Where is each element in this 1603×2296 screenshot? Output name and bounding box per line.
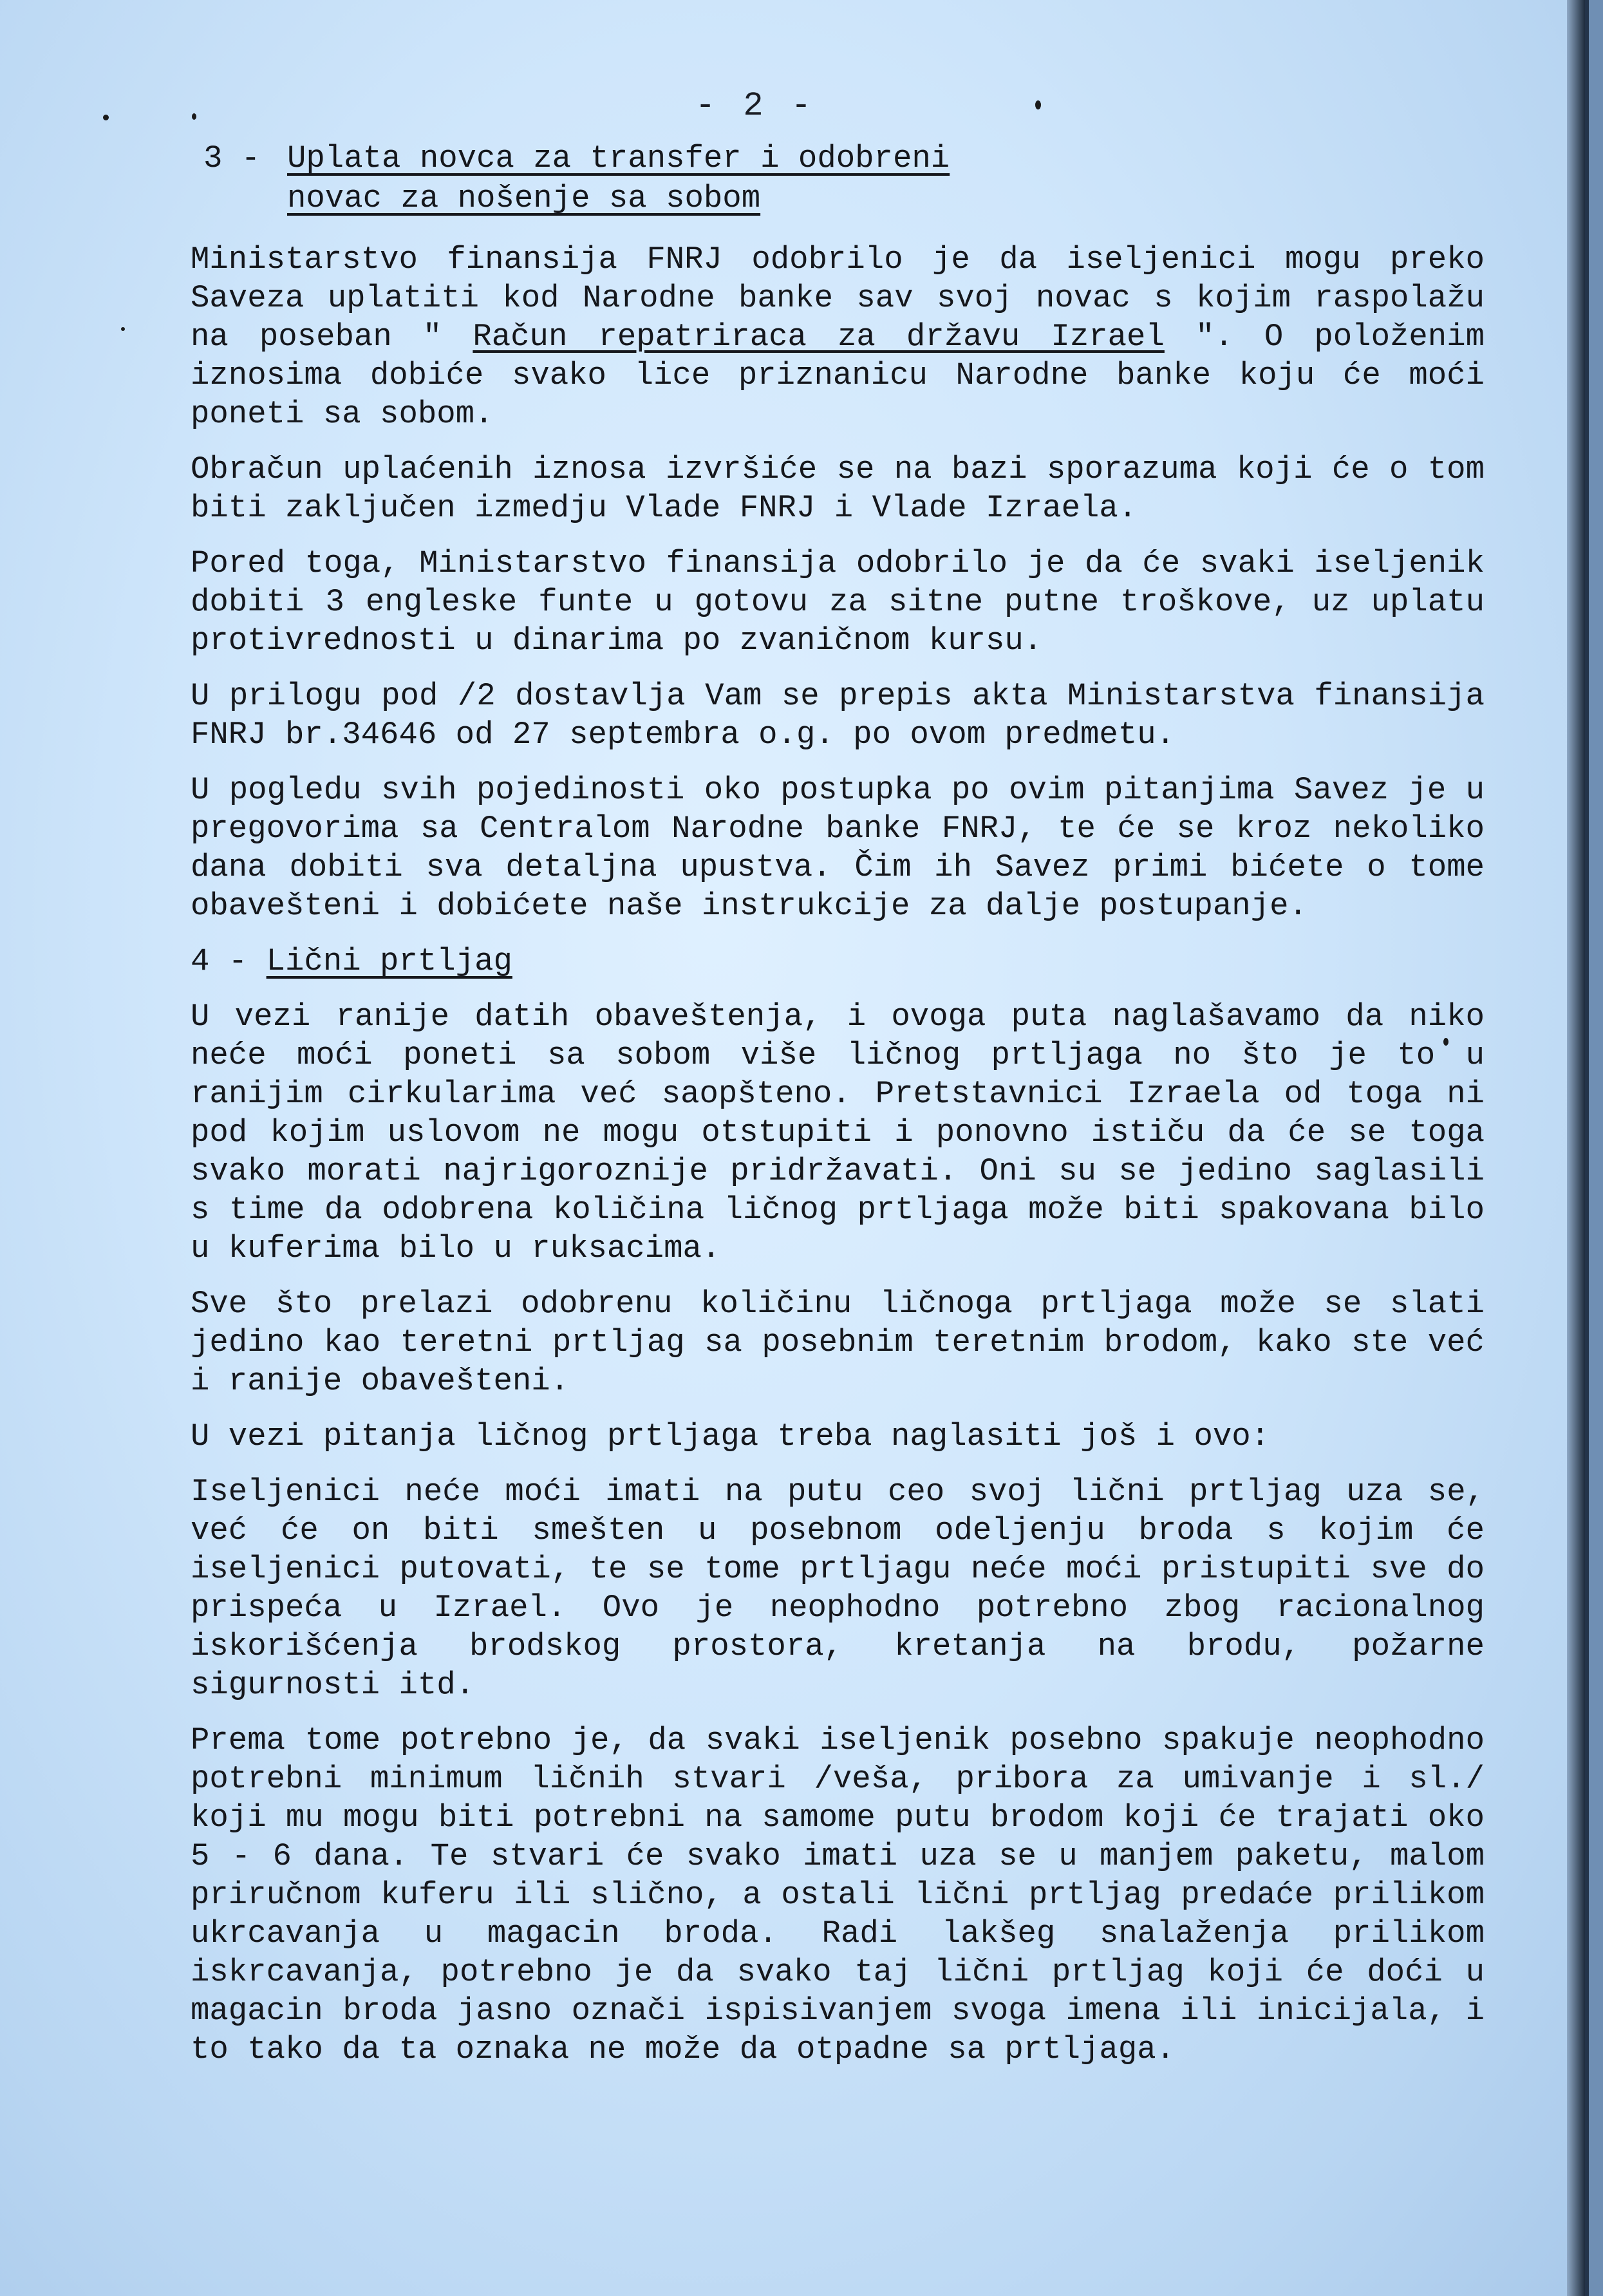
- section-4-paragraph-2: Sve što prelazi odobrenu količinu ličnoga prtljaga može se slati jedino kao teretni prtljag sa posebnim teretnim brodom, kako ste već i ranije obavešteni.: [191, 1286, 1485, 1399]
- section-3-number: 3 -: [203, 140, 261, 176]
- document-body: [191, 138, 1485, 2085]
- section-3-paragraph-3: Pored toga, Ministarstvo finansija odobrilo je da će svaki iseljenik dobiti 3 engleske funte u gotovu za sitne putne troškove, uz uplatu protivrednosti u dinarima po zvaničnom kursu.: [191, 545, 1485, 659]
- section-4-paragraph-1: U vezi ranije datih obaveštenja, i ovoga puta naglašavamo da niko neće moći poneti sa sobom više ličnog prtljaga no što je to u ranijim cirkularima već saopšteno. Pretstavnici Izraela od toga ni pod kojim uslovom ne mogu otstupiti i ponovno ističu da će se toga svako morati najrigoroznije pridržavati. Oni su se jedino saglasili s time da odobrena količina ličnog prtljaga može biti spakovana bilo u kuferima bilo u ruksacima.: [191, 999, 1485, 1266]
- section-4-title: Lični prtljag: [266, 943, 512, 979]
- section-3-title-line1: Uplata novca za transfer i odobreni: [287, 140, 950, 176]
- section-4-paragraph-3: U vezi pitanja ličnog prtljaga treba naglasiti još i ovo:: [191, 1418, 1270, 1454]
- section-3-paragraph-1: Ministarstvo finansija FNRJ odobrilo je da iseljenici mogu preko Saveza uplatiti kod Narodne banke sav svoj novac s kojim raspolažu na poseban " Račun repatriraca za državu Izrael ". O položenim iznosima dobiće svako lice priznanicu Narodne banke koju će moći poneti sa sobom.: [191, 241, 1485, 432]
- ink-speck: [121, 327, 125, 331]
- section-3-paragraph-5: U pogledu svih pojedinosti oko postupka po ovim pitanjima Savez je u pregovorima sa Centralom Narodne banke FNRJ, te će se kroz nekoliko dana dobiti sva detaljna upustva. Čim ih Savez primi bićete o tome obavešteni i dobićete naše instrukcije za dalje postupanje.: [191, 772, 1485, 924]
- section-3-paragraph-4: U prilogu pod /2 dostavlja Vam se prepis akta Ministarstva finansija FNRJ br.34646 od 27 septembra o.g. po ovom predmetu.: [191, 678, 1485, 753]
- section-3-heading: [203, 138, 1485, 218]
- account-name: Račun repatriraca za državu Izrael: [473, 319, 1165, 355]
- section-4-heading: [191, 942, 1485, 981]
- section-3-paragraph-2: Obračun uplaćenih iznosa izvršiće se na bazi sporazuma koji će o tom biti zaključen izmedju Vlade FNRJ i Vlade Izraela.: [191, 451, 1485, 526]
- ink-speck: [1035, 100, 1041, 109]
- ink-speck: [192, 113, 196, 120]
- section-4-paragraph-5: Prema tome potrebno je, da svaki iseljenik posebno spakuje neophodno potrebni minimum ličnih stvari /veša, pribora za umivanje i sl./ koji mu mogu biti potrebni na samome putu brodom koji će trajati oko 5 - 6 dana. Te stvari će svako imati uza se u manjem paketu, malom priručnom kuferu ili slično, a ostali lični prtljag predaće prilikom ukrcavanja u magacin broda. Radi lakšeg snalaženja prilikom iskrcavanja, potrebno je da svako taj lični prtljag koji će doći u magacin broda jasno označi ispisivanjem svoga imena ili inicijala, i to tako da ta oznaka ne može da otpadne sa prtljaga.: [191, 1722, 1485, 2067]
- ink-speck: [103, 115, 109, 120]
- section-4-paragraph-4: Iseljenici neće moći imati na putu ceo svoj lični prtljag uza se, već će on biti smešten u posebnom odeljenju broda s kojim će iseljenici putovati, te se tome prtljagu neće moći pristupiti sve do prispeća u Izrael. Ovo je neophodno potrebno zbog racionalnog iskorišćenja brodskog prostora, kretanja na brodu, požarne sigurnosti itd.: [191, 1474, 1485, 1703]
- page-number: - 2 -: [695, 87, 816, 125]
- page-edge-shadow: [1567, 0, 1585, 2296]
- section-4-number: 4 -: [191, 943, 248, 979]
- section-3-title-line2: novac za nošenje sa sobom: [287, 180, 761, 216]
